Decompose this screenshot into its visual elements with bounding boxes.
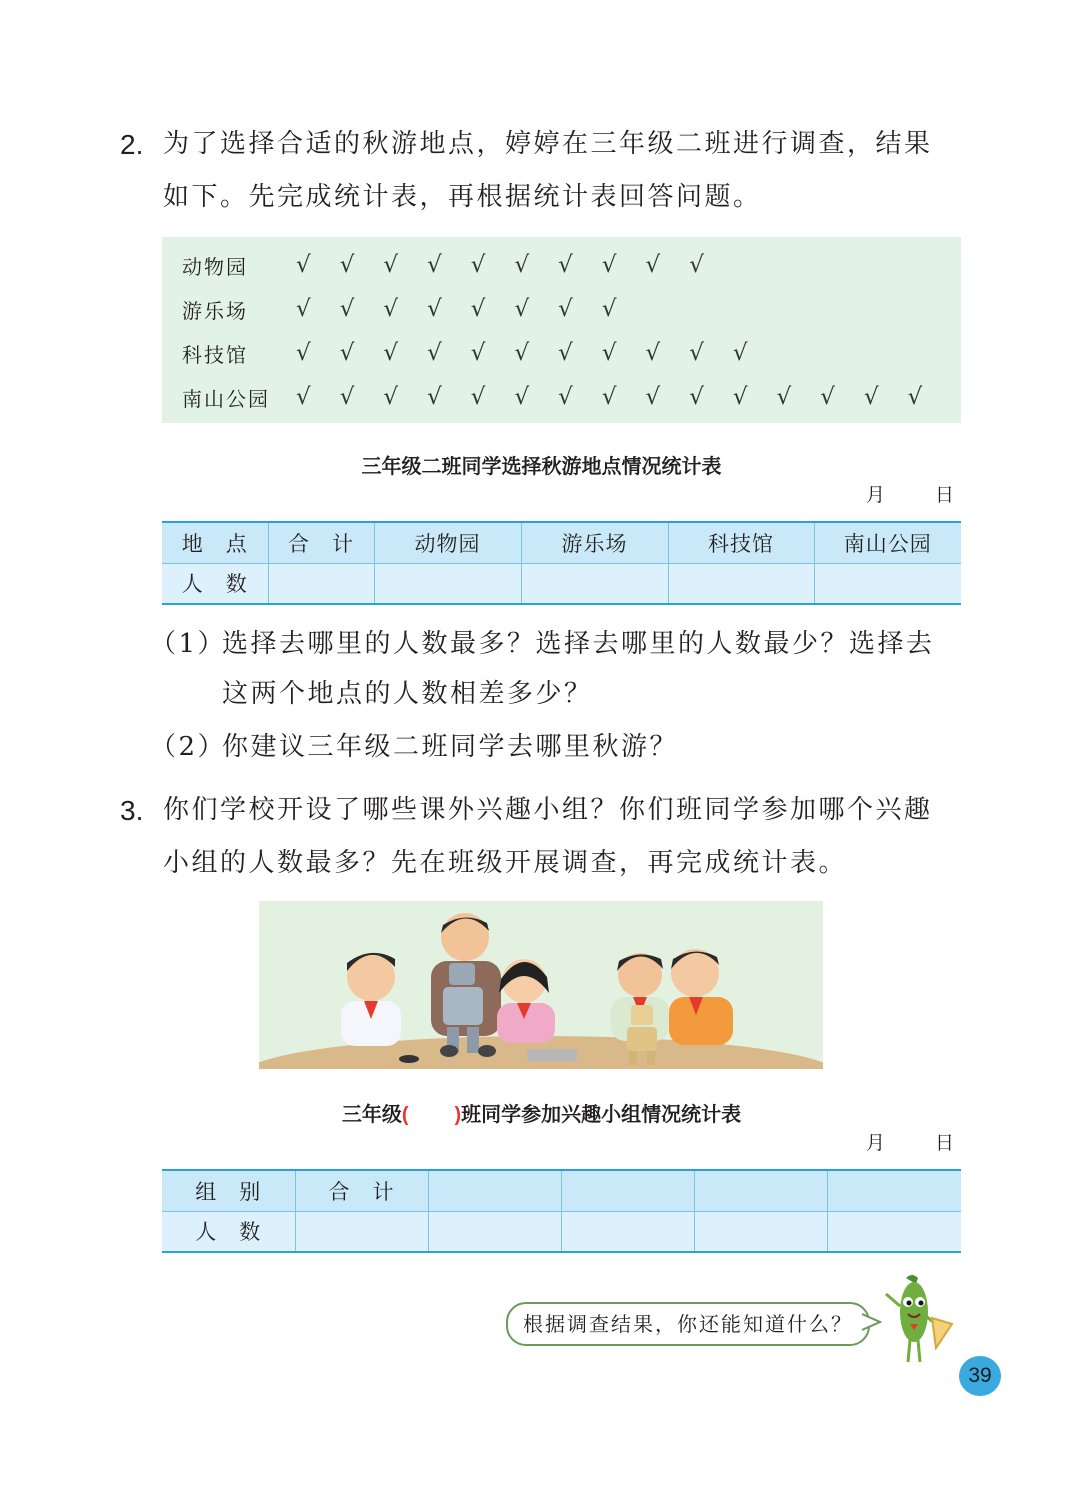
table-blank-cell[interactable]	[561, 1170, 694, 1211]
tally-tick: √	[645, 340, 661, 366]
table-cell: 人 数	[162, 563, 268, 604]
date-day: 日	[935, 1132, 955, 1154]
table-blank-cell[interactable]	[814, 563, 961, 604]
tally-tick: √	[427, 340, 442, 366]
question-2-number: 2.	[120, 129, 144, 160]
table-blank-cell[interactable]	[668, 563, 814, 604]
tally-tick: √	[514, 296, 530, 322]
tally-tick: √	[514, 340, 530, 366]
speech-bubble: 根据调查结果，你还能知道什么？	[506, 1302, 870, 1346]
tally-tick: √	[383, 384, 399, 410]
tally-marks	[296, 340, 777, 366]
tally-tick: √	[689, 384, 704, 410]
tally-tick: √	[427, 252, 442, 278]
tally-tick: √	[339, 384, 355, 410]
tally-marks	[296, 252, 733, 278]
tally-tick: √	[296, 340, 311, 366]
tally-tick: √	[776, 384, 792, 410]
question-3-line-1: 你们学校开设了哪些课外兴趣小组？你们班同学参加哪个兴趣	[163, 795, 933, 825]
table-2	[162, 1169, 961, 1253]
tally-tick: √	[558, 340, 573, 366]
page-number-badge: 39	[959, 1356, 1001, 1396]
tally-marks	[296, 384, 951, 410]
tally-row-amusement-park	[182, 294, 646, 324]
table-1-title: 三年级二班同学选择秋游地点情况统计表	[361, 456, 722, 478]
table-cell: 合 计	[268, 522, 374, 563]
table-cell: 南山公园	[814, 522, 961, 563]
question-3-number: 3.	[120, 795, 144, 826]
table-2-date	[866, 1128, 954, 1155]
cucumber-mascot-icon	[876, 1272, 956, 1368]
date-day: 日	[935, 484, 955, 506]
sub-question-1-line-1: 选择去哪里的人数最多？选择去哪里的人数最少？选择去	[222, 629, 935, 659]
tally-label: 游乐场	[182, 298, 248, 323]
table-cell: 合 计	[295, 1170, 428, 1211]
date-month: 月	[866, 1132, 886, 1154]
tally-tick: √	[601, 340, 617, 366]
table-1-date	[866, 480, 954, 507]
tally-tick: √	[601, 384, 617, 410]
table-cell: 组 别	[162, 1170, 295, 1211]
tally-tick: √	[296, 252, 311, 278]
illustration-svg	[259, 901, 823, 1069]
tally-tick: √	[470, 252, 486, 278]
tally-tick: √	[296, 296, 311, 322]
tally-row-science-museum	[182, 338, 777, 368]
table-cell: 科技馆	[668, 522, 814, 563]
table-cell: 游乐场	[521, 522, 668, 563]
table-blank-cell[interactable]	[521, 563, 668, 604]
table-blank-cell[interactable]	[295, 1211, 428, 1252]
table-blank-cell[interactable]	[428, 1170, 561, 1211]
table-blank-cell[interactable]	[428, 1211, 561, 1252]
table-blank-cell[interactable]	[694, 1170, 827, 1211]
table-blank-cell[interactable]	[561, 1211, 694, 1252]
tally-box	[162, 237, 961, 423]
sub-question-1-line-2: 这两个地点的人数相差多少？	[222, 679, 593, 709]
tally-label: 南山公园	[182, 386, 270, 411]
title-suffix: 班同学参加兴趣小组情况统计表	[461, 1104, 742, 1126]
table-blank-cell[interactable]	[374, 563, 521, 604]
table-2-count-row	[162, 1211, 961, 1252]
title-paren-open: (	[401, 1104, 409, 1126]
table-1-header-row	[162, 522, 961, 563]
tally-tick: √	[558, 296, 573, 322]
tally-tick: √	[383, 296, 399, 322]
table-blank-cell[interactable]	[694, 1211, 827, 1252]
tally-tick: √	[470, 296, 486, 322]
title-paren-close: )	[454, 1104, 462, 1126]
tally-tick: √	[907, 384, 923, 410]
question-2-line-1: 为了选择合适的秋游地点，婷婷在三年级二班进行调查，结果	[163, 129, 933, 159]
tally-tick: √	[339, 340, 355, 366]
question-2-line-2: 如下。先完成统计表，再根据统计表回答问题。	[163, 182, 762, 212]
tally-row-nanshan-park	[182, 382, 951, 412]
sub-question-2-text: 你建议三年级二班同学去哪里秋游？	[222, 732, 679, 762]
table-1	[162, 521, 961, 605]
tally-tick: √	[427, 384, 442, 410]
tally-label: 科技馆	[182, 342, 248, 367]
table-cell: 地 点	[162, 522, 268, 563]
title-prefix: 三年级	[341, 1104, 402, 1126]
table-cell: 人 数	[162, 1211, 295, 1252]
tally-label: 动物园	[182, 254, 248, 279]
tally-tick: √	[645, 384, 661, 410]
table-blank-cell[interactable]	[827, 1211, 961, 1252]
tally-tick: √	[689, 252, 704, 278]
tally-tick: √	[383, 252, 399, 278]
tally-tick: √	[383, 340, 399, 366]
tally-tick: √	[339, 252, 355, 278]
question-3-line-2: 小组的人数最多？先在班级开展调查，再完成统计表。	[163, 848, 848, 878]
tally-tick: √	[514, 384, 530, 410]
tally-tick: √	[645, 252, 661, 278]
tally-tick: √	[601, 252, 617, 278]
tally-tick: √	[470, 384, 486, 410]
date-month: 月	[866, 484, 886, 506]
tally-tick: √	[863, 384, 879, 410]
sub-question-2-number: （2）	[150, 732, 227, 762]
tally-tick: √	[427, 296, 442, 322]
tally-tick: √	[296, 384, 311, 410]
tally-tick: √	[558, 384, 573, 410]
sub-question-1-number: （1）	[150, 629, 227, 659]
tally-marks	[296, 296, 646, 322]
illustration-children-robots	[259, 901, 823, 1069]
table-2-header-row	[162, 1170, 961, 1211]
tally-tick: √	[732, 384, 748, 410]
tally-tick: √	[732, 340, 748, 366]
tally-tick: √	[601, 296, 617, 322]
tally-tick: √	[689, 340, 704, 366]
table-cell: 动物园	[374, 522, 521, 563]
table-1-count-row	[162, 563, 961, 604]
tally-tick: √	[558, 252, 573, 278]
tally-tick: √	[339, 296, 355, 322]
tally-tick: √	[514, 252, 530, 278]
table-blank-cell[interactable]	[827, 1170, 961, 1211]
tally-tick: √	[470, 340, 486, 366]
table-blank-cell[interactable]	[268, 563, 374, 604]
table-2-title	[0, 1098, 1083, 1127]
tally-row-zoo	[182, 250, 733, 280]
tally-tick: √	[820, 384, 835, 410]
